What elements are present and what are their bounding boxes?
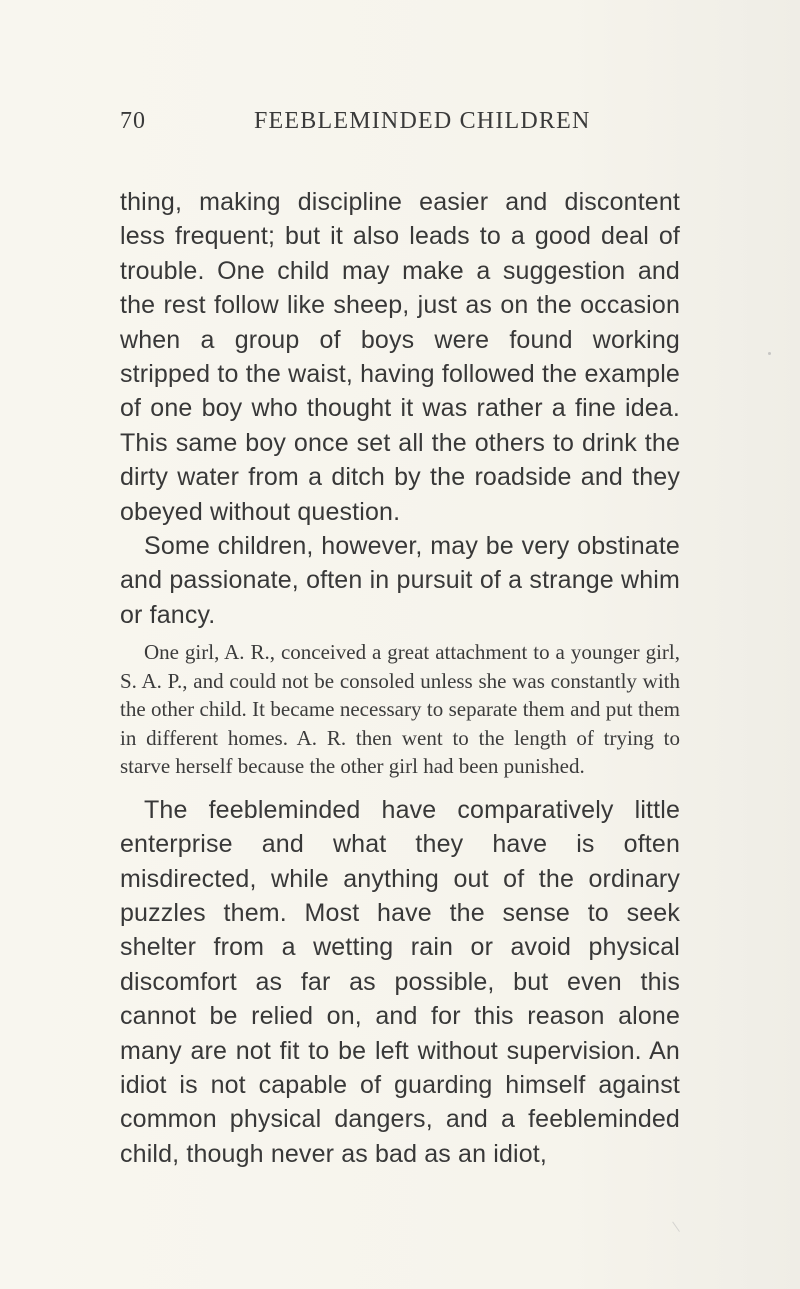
- page-number: 70: [120, 108, 146, 134]
- speck-mark: [768, 352, 771, 355]
- paragraph-2: Some children, however, may be very obstinate and passionate, often in pursuit of a strange whim or fancy.: [120, 532, 680, 629]
- ink-mark: [672, 1218, 685, 1232]
- paragraph-1: thing, making discipline easier and discontent less frequent; but it also leads to a good deal of trouble. One child may make a suggestion and the rest follow like sheep, just as on the occasion when a group of boys were found working stripped to the waist, having followed the example of one boy who thought it was rather a fine idea. This same boy once set all the others to drink the dirty water from a ditch by the roadside and they obeyed without question.: [120, 188, 680, 526]
- page-content: [120, 185, 680, 1171]
- paragraph-3: The feebleminded have comparatively little enterprise and what they have is often misdirected, while anything out of the ordinary puzzles them. Most have the sense to seek shelter from a wetting rain or avoid physical discomfort as far as possible, but even this cannot be relied on, and for this reason alone many are not fit to be left without supervision. An idiot is not capable of guarding himself against common physical dangers, and a feebleminded child, though never as bad as an idiot,: [120, 795, 680, 1168]
- page-header: [120, 108, 680, 144]
- example-block: [120, 638, 680, 781]
- example-paragraph: One girl, A. R., conceived a great attachment to a younger girl, S. A. P., and could not be consoled unless she was constantly with the other child. It became necessary to separate them and put them in different homes. A. R. then went to the length of trying to starve herself because the other girl had been punished.: [120, 640, 680, 779]
- running-title: FEEBLEMINDED CHILDREN: [254, 108, 591, 134]
